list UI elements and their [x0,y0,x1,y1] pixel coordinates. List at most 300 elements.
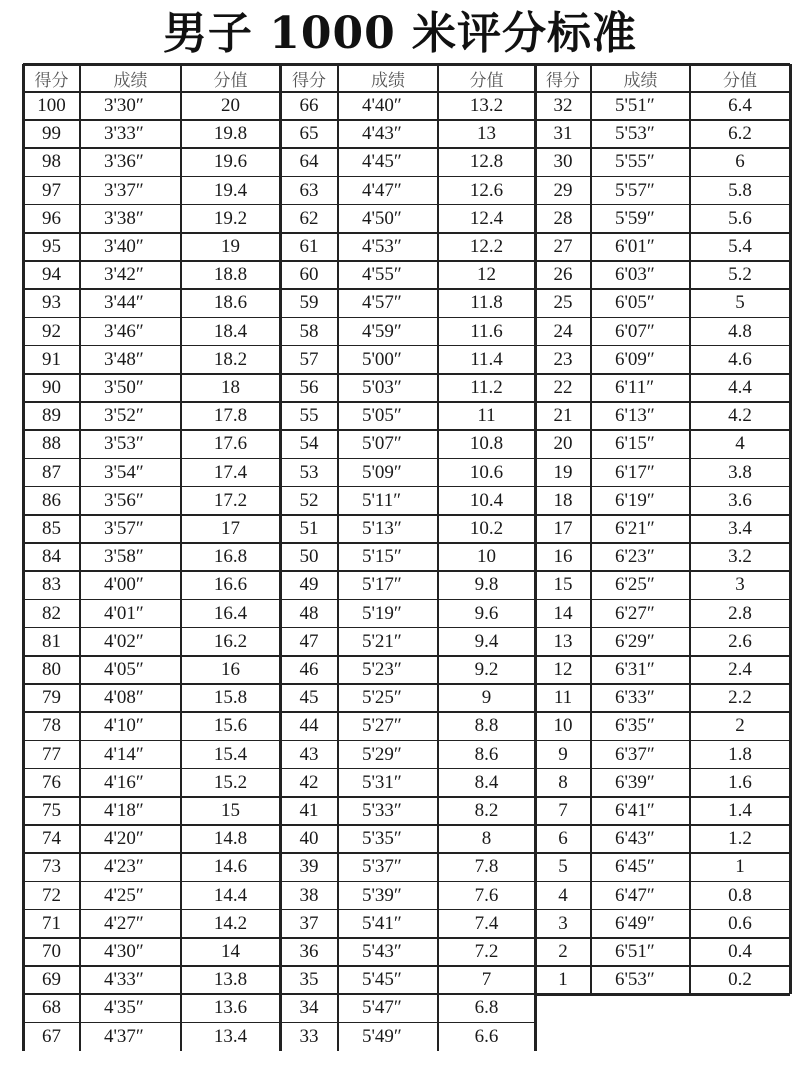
row-divider [280,345,535,347]
row-divider [23,373,280,375]
cell-score: 97 [42,179,61,201]
cell-score: 16 [553,546,573,568]
cell-score: 67 [42,1025,61,1047]
cell-score: 19 [553,461,573,483]
row-divider [535,796,790,798]
cell-points: 17.8 [213,405,248,427]
cell-score: 38 [299,884,319,906]
row-divider [535,458,790,460]
cell-score: 20 [553,433,573,455]
cell-score: 58 [299,320,319,342]
cell-score: 39 [299,856,319,878]
cell-score: 83 [42,574,61,596]
cell-time: 5'49″ [362,1025,402,1047]
cell-score: 25 [553,292,573,314]
column-divider [689,64,691,994]
cell-points: 15 [221,800,240,822]
cell-time: 6'45″ [615,856,655,878]
cell-score: 73 [42,856,61,878]
cell-time: 4'25″ [104,884,144,906]
cell-score: 21 [553,405,573,427]
cell-score: 96 [42,207,61,229]
row-divider [535,570,790,572]
cell-score: 11 [553,687,573,709]
cell-points: 20 [221,95,240,117]
cell-points: 1.6 [728,771,752,793]
cell-points: 9.6 [474,602,499,624]
cell-time: 6'43″ [615,828,655,850]
row-divider [535,232,790,234]
cell-score: 45 [299,687,319,709]
cell-points: 19.6 [213,151,248,173]
cell-score: 13 [553,630,573,652]
cell-points: 17 [221,518,240,540]
cell-points: 19 [221,236,240,258]
row-divider [280,373,535,375]
cell-time: 5'33″ [362,800,402,822]
row-divider [23,232,280,234]
cell-points: 18.6 [213,292,248,314]
cell-points: 2 [735,715,745,737]
cell-points: 0.4 [728,941,752,963]
cell-score: 85 [42,518,61,540]
cell-points: 9 [481,687,492,709]
cell-score: 53 [299,461,319,483]
cell-time: 3'46″ [104,320,144,342]
cell-score: 75 [42,800,61,822]
cell-score: 56 [299,377,319,399]
cell-points: 7.6 [474,884,499,906]
row-divider [280,486,535,488]
row-divider [535,683,790,685]
row-divider [280,852,535,854]
cell-score: 70 [42,941,61,963]
cell-score: 34 [299,997,319,1019]
cell-time: 6'49″ [615,912,655,934]
cell-time: 6'39″ [615,771,655,793]
cell-score: 12 [553,659,573,681]
row-divider [23,486,280,488]
row-divider [23,768,280,770]
row-divider [535,514,790,516]
header-score: 得分 [292,70,326,90]
cell-time: 5'41″ [362,912,402,934]
cell-score: 74 [42,828,61,850]
cell-points: 8.8 [474,715,499,737]
cell-time: 3'36″ [104,151,144,173]
cell-points: 14.6 [213,856,248,878]
cell-score: 42 [299,771,319,793]
cell-time: 4'00″ [104,574,144,596]
cell-score: 2 [558,941,568,963]
cell-points: 5.8 [728,179,752,201]
cell-points: 11.4 [470,348,503,370]
row-divider [535,429,790,431]
cell-score: 22 [553,377,573,399]
row-divider [23,909,280,911]
row-divider [23,740,280,742]
cell-time: 4'40″ [362,95,402,117]
cell-points: 8 [481,828,492,850]
row-divider [23,881,280,883]
cell-points: 13.8 [213,969,248,991]
cell-points: 15.6 [213,715,248,737]
row-divider [535,542,790,544]
row-divider [535,852,790,854]
cell-score: 89 [42,405,61,427]
cell-time: 5'23″ [362,659,402,681]
cell-points: 17.2 [213,489,248,511]
row-divider [23,119,280,121]
cell-time: 4'02″ [104,630,144,652]
row-divider [23,458,280,460]
cell-points: 3.2 [728,546,752,568]
cell-score: 61 [299,236,319,258]
cell-score: 64 [299,151,319,173]
row-divider [280,91,535,93]
cell-time: 5'31″ [362,771,402,793]
row-divider [280,796,535,798]
cell-time: 3'42″ [104,264,144,286]
row-divider [535,288,790,290]
column-divider [79,64,81,1051]
cell-score: 8 [558,771,568,793]
cell-points: 10.2 [469,518,504,540]
cell-time: 5'53″ [615,123,655,145]
cell-score: 60 [299,264,319,286]
cell-time: 4'01″ [104,602,144,624]
row-divider [23,63,280,66]
cell-points: 16 [221,659,240,681]
cell-time: 3'38″ [104,207,144,229]
row-divider [23,345,280,347]
cell-time: 5'07″ [362,433,402,455]
cell-time: 6'35″ [615,715,655,737]
row-divider [23,147,280,149]
cell-time: 4'33″ [104,969,144,991]
cell-score: 99 [42,123,61,145]
cell-score: 17 [553,518,573,540]
cell-points: 18.8 [213,264,248,286]
cell-score: 30 [553,151,573,173]
cell-points: 17.4 [213,461,248,483]
row-divider [280,740,535,742]
cell-points: 10.4 [469,489,504,511]
cell-score: 37 [299,912,319,934]
cell-time: 4'30″ [104,941,144,963]
row-divider [280,1022,535,1024]
cell-points: 18.2 [213,348,248,370]
cell-points: 2.6 [728,630,752,652]
cell-score: 14 [553,602,573,624]
cell-points: 16.8 [213,546,248,568]
cell-time: 6'11″ [615,377,655,399]
cell-score: 1 [558,969,568,991]
cell-score: 77 [42,743,61,765]
cell-score: 40 [299,828,319,850]
cell-time: 4'59″ [362,320,402,342]
cell-points: 5.2 [728,264,752,286]
cell-score: 69 [42,969,61,991]
cell-time: 5'29″ [362,743,402,765]
row-divider [535,965,790,967]
cell-time: 4'23″ [104,856,144,878]
cell-time: 5'17″ [362,574,402,596]
cell-time: 6'29″ [615,630,655,652]
cell-score: 7 [558,800,568,822]
cell-points: 18 [221,377,240,399]
row-divider [280,260,535,262]
cell-points: 14.2 [213,912,248,934]
cell-time: 3'40″ [104,236,144,258]
cell-points: 12.6 [469,179,504,201]
cell-time: 3'37″ [104,179,144,201]
cell-points: 12.8 [469,151,504,173]
cell-points: 9.8 [474,574,499,596]
cell-time: 5'00″ [362,348,402,370]
cell-points: 7.8 [474,856,499,878]
row-divider [535,937,790,939]
cell-time: 3'33″ [104,123,144,145]
row-divider [280,993,535,995]
row-divider [280,768,535,770]
cell-time: 3'58″ [104,546,144,568]
cell-points: 18.4 [213,320,248,342]
cell-time: 4'37″ [104,1025,144,1047]
cell-points: 4.4 [728,377,752,399]
cell-score: 62 [299,207,319,229]
cell-time: 4'57″ [362,292,402,314]
cell-score: 28 [553,207,573,229]
cell-score: 90 [42,377,61,399]
cell-score: 57 [299,348,319,370]
cell-time: 5'39″ [362,884,402,906]
cell-score: 50 [299,546,319,568]
cell-points: 3.8 [728,461,752,483]
cell-points: 7 [481,969,492,991]
column-divider [534,64,537,994]
cell-points: 17.6 [213,433,248,455]
row-divider [535,63,790,66]
row-divider [280,119,535,121]
column-divider [437,64,439,1051]
cell-points: 1.2 [728,828,752,850]
row-divider [535,486,790,488]
row-divider [280,429,535,431]
cell-time: 5'25″ [362,687,402,709]
cell-time: 4'50″ [362,207,402,229]
row-divider [280,683,535,685]
row-divider [535,260,790,262]
cell-score: 26 [553,264,573,286]
cell-score: 65 [299,123,319,145]
cell-time: 4'45″ [362,151,402,173]
cell-score: 98 [42,151,61,173]
cell-time: 3'56″ [104,489,144,511]
row-divider [23,993,280,995]
cell-time: 5'21″ [362,630,402,652]
cell-score: 46 [299,659,319,681]
cell-score: 72 [42,884,61,906]
cell-score: 68 [42,997,61,1019]
cell-score: 35 [299,969,319,991]
cell-points: 13 [477,123,496,145]
cell-time: 4'47″ [362,179,402,201]
row-divider [280,232,535,234]
cell-time: 3'48″ [104,348,144,370]
row-divider [535,711,790,713]
cell-points: 6.6 [474,1025,499,1047]
cell-time: 5'43″ [362,941,402,963]
cell-score: 55 [299,405,319,427]
cell-points: 7.4 [474,912,499,934]
row-divider [280,909,535,911]
cell-points: 2.4 [728,659,752,681]
cell-time: 4'43″ [362,123,402,145]
row-divider [535,176,790,178]
row-divider [23,317,280,319]
cell-score: 93 [42,292,61,314]
cell-time: 4'16″ [104,771,144,793]
cell-time: 3'52″ [104,405,144,427]
header-points: 分值 [469,70,504,90]
row-divider [535,768,790,770]
cell-score: 29 [553,179,573,201]
cell-time: 4'53″ [362,236,402,258]
cell-points: 1 [735,856,745,878]
cell-score: 49 [299,574,319,596]
cell-time: 6'05″ [615,292,655,314]
cell-score: 80 [42,659,61,681]
cell-time: 5'37″ [362,856,402,878]
row-divider [280,711,535,713]
column-divider [180,64,182,1051]
row-divider [280,881,535,883]
row-divider [23,204,280,206]
cell-time: 4'18″ [104,800,144,822]
cell-points: 10.8 [469,433,504,455]
row-divider [280,288,535,290]
row-divider [23,852,280,854]
cell-points: 6.4 [728,95,752,117]
cell-points: 19.2 [213,207,248,229]
cell-time: 4'14″ [104,743,144,765]
cell-points: 11.6 [470,320,503,342]
header-points: 分值 [213,70,248,90]
cell-score: 51 [299,518,319,540]
cell-score: 6 [558,828,568,850]
row-divider [280,965,535,967]
cell-time: 3'57″ [104,518,144,540]
cell-points: 1.4 [728,800,752,822]
cell-time: 4'10″ [104,715,144,737]
cell-score: 79 [42,687,61,709]
row-divider [23,570,280,572]
cell-score: 9 [558,743,568,765]
row-divider [23,514,280,516]
cell-time: 5'11″ [362,489,402,511]
cell-score: 23 [553,348,573,370]
cell-score: 76 [42,771,61,793]
row-divider [535,119,790,121]
cell-points: 15.8 [213,687,248,709]
row-divider [23,683,280,685]
cell-score: 41 [299,800,319,822]
row-divider [280,542,535,544]
header-time: 成绩 [113,70,148,90]
row-divider [535,627,790,629]
cell-score: 3 [558,912,568,934]
cell-points: 2.2 [728,687,752,709]
row-divider [23,711,280,713]
cell-points: 6.2 [728,123,752,145]
cell-points: 4.8 [728,320,752,342]
cell-score: 95 [42,236,61,258]
row-divider [280,317,535,319]
cell-score: 92 [42,320,61,342]
cell-time: 5'55″ [615,151,655,173]
cell-time: 6'15″ [615,433,655,455]
row-divider [280,599,535,601]
row-divider [23,627,280,629]
row-divider [280,204,535,206]
column-divider [22,64,25,1051]
row-divider [280,63,535,66]
row-divider [535,824,790,826]
cell-time: 4'35″ [104,997,144,1019]
cell-score: 32 [553,95,573,117]
header-score: 得分 [34,70,69,90]
cell-score: 15 [553,574,573,596]
row-divider [23,288,280,290]
cell-points: 12.2 [469,236,504,258]
cell-score: 100 [37,95,66,117]
cell-score: 66 [299,95,319,117]
cell-points: 15.2 [213,771,248,793]
cell-points: 7.2 [474,941,499,963]
cell-points: 10 [477,546,496,568]
cell-score: 63 [299,179,319,201]
cell-time: 6'33″ [615,687,655,709]
cell-time: 6'41″ [615,800,655,822]
cell-points: 11.8 [470,292,503,314]
cell-time: 6'53″ [615,969,655,991]
cell-points: 8.6 [474,743,499,765]
cell-points: 14.8 [213,828,248,850]
row-divider [23,824,280,826]
cell-points: 1.8 [728,743,752,765]
cell-time: 6'03″ [615,264,655,286]
cell-points: 3.4 [728,518,752,540]
cell-time: 5'35″ [362,828,402,850]
cell-time: 3'30″ [104,95,144,117]
row-divider [23,260,280,262]
row-divider [535,909,790,911]
cell-points: 4.6 [728,348,752,370]
cell-time: 5'45″ [362,969,402,991]
row-divider [280,570,535,572]
cell-time: 5'13″ [362,518,402,540]
row-divider [280,824,535,826]
cell-score: 48 [299,602,319,624]
cell-points: 15.4 [213,743,248,765]
cell-points: 9.4 [474,630,499,652]
cell-score: 94 [42,264,61,286]
cell-time: 6'25″ [615,574,655,596]
cell-time: 6'47″ [615,884,655,906]
row-divider [535,204,790,206]
row-divider [280,147,535,149]
